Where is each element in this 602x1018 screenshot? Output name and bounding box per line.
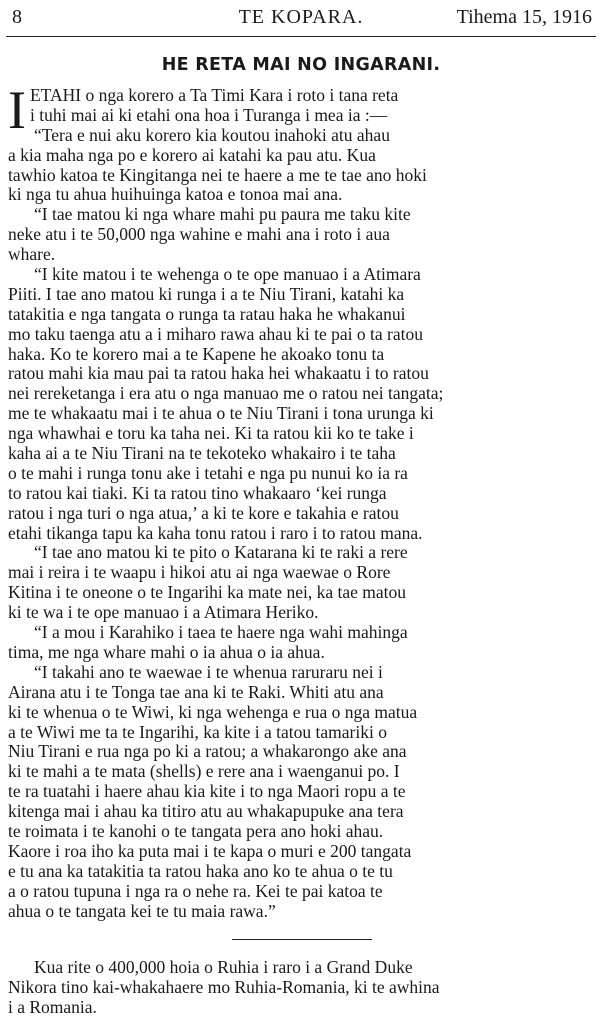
article-line: i tuhi mai ai ki etahi ona hoa i Turanga i mea ia :— [29, 104, 388, 125]
article-line: nei rereketanga i era atu o nga manuao me o ratou nei tangata; [8, 383, 444, 404]
article-line: tima, me nga whare mahi o ia ahua o ia ahua. [8, 641, 325, 662]
article-line: ratou mahi kia mau pai ta ratou haka hei whakaatu i to ratou [8, 363, 429, 384]
issue-date: Tihema 15, 1916 [456, 6, 592, 28]
page-header [8, 6, 594, 28]
article-line: te roimata i te kanohi o te tangata pera ano hoki ahau. [8, 820, 384, 841]
article-line: te ra tuatahi i haere ahau kia kite i to nga Maori ropu a te [8, 781, 406, 802]
article-line: Niu Tirani e rua nga po ki a ratou; a whakarongo ake ana [8, 741, 407, 762]
notice-line: i a Romania. [8, 996, 97, 1017]
article-line: a o ratou tupuna i nga ra o nehe ra. Kei te pai katoa te [8, 880, 383, 901]
header-rule [6, 36, 596, 37]
article-title: HE RETA MAI NO INGARANI. [161, 55, 441, 75]
article-line: ETAHI o nga korero a Ta Timi Kara i roto i tana reta [29, 85, 399, 105]
article-line: Airana atu i te Tonga tae ana ki te Raki. Whiti atu ana [8, 681, 384, 702]
article-line: ahua o te tangata kei te tu maia rawa.” [8, 900, 276, 921]
article-line: whare. [8, 244, 56, 265]
article-line: “I takahi ano te waewae i te whenua raruraru nei i [34, 661, 383, 682]
article-body [8, 80, 590, 921]
article-line: Piiti. I tae ano matou ki runga i a te Niu Tirani, katahi ka [8, 283, 405, 304]
article-line: “I a mou i Karahiko i taea te haere nga wahi mahinga [34, 622, 408, 643]
article-line: kaha ai a te Niu Tirani na te tekoteko whakairo i te taha [8, 443, 396, 464]
page-number: 8 [12, 6, 22, 28]
article-line: Kitina i te oneone o te Ingarihi ka mate nei, ka tae matou [8, 582, 406, 603]
article-line: ki te mahi a te mata (shells) e rere ana i waenganui po. I [8, 761, 400, 782]
article-line: Kaore i roa iho ka puta mai i te kapa o muri e 200 tangata [8, 840, 412, 861]
notice-line: Kua rite o 400,000 hoia o Ruhia i raro i a Grand Duke [34, 957, 413, 977]
article-line: “I tae ano matou ki te pito o Katarana ki te raki a rere [34, 542, 408, 563]
notice-paragraph [8, 958, 590, 1018]
article-line: kitenga mai i ahau ka titiro atu au whakapupuke ana tera [8, 801, 404, 822]
article-line: tatakitia e nga tangata o runga ta ratau haka he whakanui [8, 303, 406, 324]
article-line: nga whawhai e toru ka taha nei. Ki ta ratou kii ko te take i [8, 423, 414, 444]
article-line: to ratou kai tiaki. Ki ta ratou tino whakaaro ‘kei runga [8, 482, 387, 503]
article-line: a te Wiwi me ta te Ingarihi, ka kite i a tatou tamariki o [8, 721, 387, 742]
article-line: neke atu i te 50,000 nga wahine e mahi ana i roto i aua [8, 224, 390, 245]
article-line: mo taku taenga atu a i miharo rawa ahau ki te pai o ta ratou [8, 323, 423, 344]
drop-cap: I [8, 80, 26, 140]
article-line: ratou i nga turi o nga atua,’ a ki te kore e takahia e ratou [8, 502, 399, 523]
article-line: etahi tikanga tapu ka kaha tonu ratou i raro i to ratou mana. [8, 522, 423, 543]
article-line: tawhio katoa te Kingitanga nei te haere a me te tae ano hoki [8, 164, 427, 185]
article-line: mai i reira i te waapu i hikoi atu ai nga waewae o Rore [8, 562, 391, 583]
notice-line: Nikora tino kai-whakahaere mo Ruhia-Romania, ki te awhina [8, 976, 440, 997]
article-line: e tu ana ka tatakitia ta ratou haka ano ko te ahua o te tu [8, 860, 393, 881]
article-line: me te whakaatu mai i te ahua o te Niu Tirani i tona urunga ki [8, 403, 434, 424]
article-line: a kia maha nga po e korero ai katahi ka pau atu. Kua [8, 144, 376, 165]
article-line: “I tae matou ki nga whare mahi pu paura me taku kite [34, 204, 411, 225]
article-line: ki nga tu ahua huihuinga katoa e tonoa mai ana. [8, 184, 343, 205]
article-line: “Tera e nui aku korero kia koutou inahoki atu ahau [34, 124, 390, 145]
article-line: “I kite matou i te wehenga o te ope manuao i a Atimara [34, 264, 421, 285]
article-line: o te mahi i runga tonu ake i tetahi e nga pu nunui ko ia ra [8, 462, 408, 483]
section-divider [232, 939, 372, 940]
article-line: ki te wa i te ope manuao i a Atimara Heriko. [8, 602, 319, 623]
article-line: haka. Ko te korero mai a te Kapene he akoako tonu ta [8, 343, 385, 364]
article-line: ki te whenua o te Wiwi, ki nga wehenga e rua o nga matua [8, 701, 418, 722]
journal-title: TE KOPARA. [238, 6, 364, 28]
